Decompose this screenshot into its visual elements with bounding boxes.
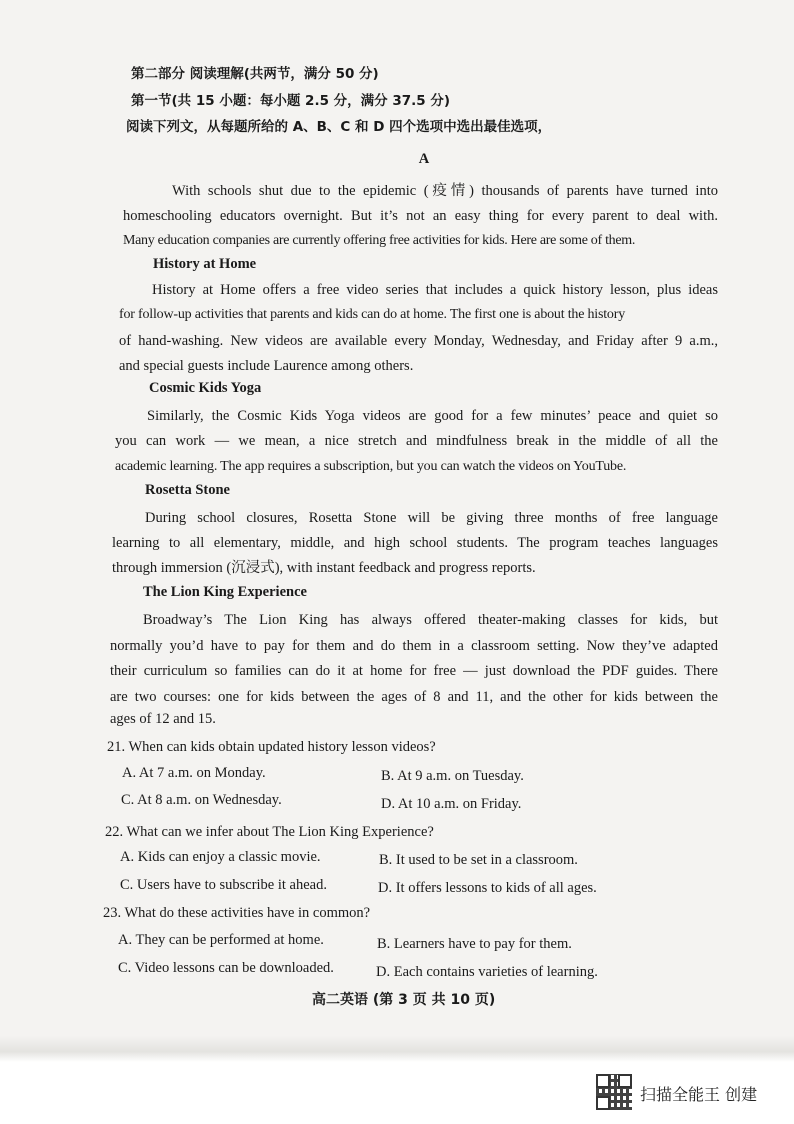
qr-code-icon <box>596 1074 632 1110</box>
question-21-option-c[interactable]: C. At 8 a.m. on Wednesday. <box>121 792 282 808</box>
passage-label: A <box>418 151 430 167</box>
history-line-4: and special guests include Laurence among others. <box>119 358 414 374</box>
lion-king-line-5: ages of 12 and 15. <box>110 711 216 727</box>
question-23-option-a[interactable]: A. They can be performed at home. <box>118 932 324 948</box>
section-heading-rosetta: Rosetta Stone <box>145 482 230 498</box>
question-21-stem: 21. When can kids obtain updated history lesson videos? <box>107 739 436 755</box>
question-22-stem: 22. What can we infer about The Lion King Experience? <box>105 824 434 840</box>
history-line-1: History at Home offers a free video series that includes a quick history lesson, plus ideas <box>152 282 718 298</box>
instruction: 阅读下列文，从每题所给的 A、B、C 和 D 四个选项中选出最佳选项， <box>126 119 552 135</box>
page-edge-shadow <box>0 1036 794 1062</box>
lion-king-line-3: their curriculum so families can do it at home for free — just download the PDF guides. There <box>110 663 718 679</box>
yoga-line-3: academic learning. The app requires a subscription, but you can watch the videos on YouTube. <box>115 459 627 474</box>
question-21-option-b[interactable]: B. At 9 a.m. on Tuesday. <box>381 768 524 784</box>
scanner-watermark-label: 扫描全能王 创建 <box>640 1085 758 1104</box>
rosetta-line-2: learning to all elementary, middle, and high school students. The program teaches languages <box>112 535 718 551</box>
section-heading-lion-king: The Lion King Experience <box>143 584 307 600</box>
section-heading-history: History at Home <box>153 256 257 272</box>
question-22-option-c[interactable]: C. Users have to subscribe it ahead. <box>120 877 327 893</box>
lion-king-line-1: Broadway’s The Lion King has always offered theater-making classes for kids, but <box>143 612 718 628</box>
question-23-stem: 23. What do these activities have in common? <box>103 905 371 921</box>
question-23-option-b[interactable]: B. Learners have to pay for them. <box>377 936 572 952</box>
yoga-line-2: you can work — we mean, a nice stretch and mindfulness break in the middle of all the <box>115 433 718 449</box>
lion-king-line-2: normally you’d have to pay for them and do them in a classroom setting. Now they’ve adapted <box>110 638 718 654</box>
question-23-option-d[interactable]: D. Each contains varieties of learning. <box>376 964 598 980</box>
question-22-option-d[interactable]: D. It offers lessons to kids of all ages. <box>378 880 597 896</box>
section-heading: 第一节(共 15 小题：每小题 2.5 分，满分 37.5 分) <box>131 93 451 109</box>
lion-king-line-4: are two courses: one for kids between the ages of 8 and 11, and the other for kids between the <box>110 689 718 705</box>
intro-line-2: homeschooling educators overnight. But it’s not an easy thing for every parent to deal with. <box>123 208 718 224</box>
page-footer: 高二英语 (第 3 页 共 10 页) <box>312 992 496 1008</box>
question-21-option-a[interactable]: A. At 7 a.m. on Monday. <box>122 765 266 781</box>
rosetta-line-1: During school closures, Rosetta Stone will be giving three months of free language <box>145 510 718 526</box>
intro-line-1: With schools shut due to the epidemic (疫情) thousands of parents have turned into <box>172 183 718 199</box>
question-22-option-a[interactable]: A. Kids can enjoy a classic movie. <box>120 849 321 865</box>
history-line-3: of hand-washing. New videos are available every Monday, Wednesday, and Friday after 9 a.m., <box>119 333 718 349</box>
yoga-line-1: Similarly, the Cosmic Kids Yoga videos are good for a few minutes’ peace and quiet so <box>147 408 718 424</box>
intro-line-3: Many education companies are currently offering free activities for kids. Here are some of them. <box>123 233 636 248</box>
question-21-option-d[interactable]: D. At 10 a.m. on Friday. <box>381 796 522 812</box>
rosetta-line-3: through immersion (沉浸式), with instant feedback and progress reports. <box>112 560 536 576</box>
section-heading-yoga: Cosmic Kids Yoga <box>149 380 262 396</box>
history-line-2: for follow-up activities that parents and kids can do at home. The first one is about the history <box>119 307 625 322</box>
question-22-option-b[interactable]: B. It used to be set in a classroom. <box>379 852 578 868</box>
question-23-option-c[interactable]: C. Video lessons can be downloaded. <box>118 960 334 976</box>
part-heading: 第二部分 阅读理解(共两节，满分 50 分) <box>131 66 379 82</box>
